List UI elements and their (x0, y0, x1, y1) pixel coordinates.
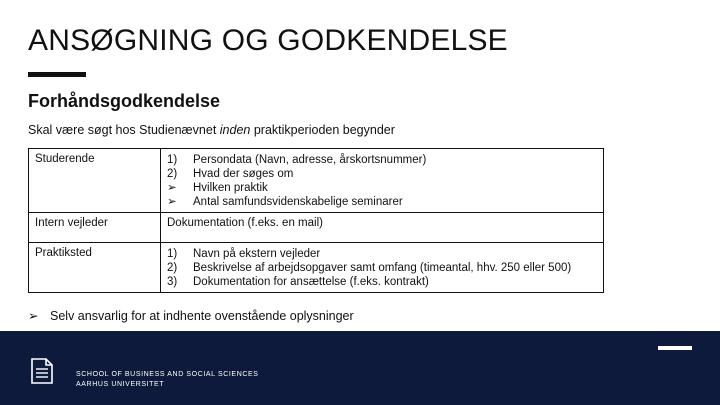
list-item-text: Hvilken praktik (193, 182, 268, 194)
row-content: Dokumentation (f.eks. en mail) (161, 213, 604, 243)
lead-text-after: praktikperioden begynder (250, 123, 395, 137)
list-marker: 2) (167, 262, 178, 274)
list-item-text: Beskrivelse af arbejdsopgaver samt omfang (timeantal, hhv. 250 eller 500) (193, 262, 572, 274)
footer-line-university: AARHUS UNIVERSITET (76, 381, 165, 388)
arrow-bullet-icon: ➢ (167, 182, 177, 194)
row-label: Praktiksted (29, 243, 161, 293)
list-item-text: Persondata (Navn, adresse, årskortsnummer) (193, 154, 427, 166)
list-item (167, 181, 597, 195)
list-marker: 1) (167, 154, 178, 166)
lead-text-emphasis: inden (219, 123, 251, 137)
row-label: Studerende (29, 149, 161, 213)
table-row-intern-vejleder (29, 213, 604, 243)
footer-accent-dash (658, 346, 692, 350)
table-row-studerende (29, 149, 604, 213)
list-item (167, 153, 597, 167)
bottom-note (28, 308, 354, 323)
lead-text-before: Skal være søgt hos Studienævnet (28, 123, 220, 137)
bottom-note-text: Selv ansvarlig for at indhente ovenstående oplysninger (50, 309, 354, 323)
row-content (161, 243, 604, 293)
arrow-bullet-icon: ➢ (167, 196, 177, 208)
list-item (167, 261, 597, 275)
footer-bar (0, 331, 720, 405)
lead-text (28, 123, 395, 137)
list-item-text: Hvad der søges om (193, 168, 294, 180)
row-label: Intern vejleder (29, 213, 161, 243)
arrow-bullet-icon: ➢ (28, 309, 39, 323)
item-list (167, 153, 597, 209)
row-content (161, 149, 604, 213)
footer-text (76, 370, 259, 390)
list-item-text: Navn på ekstern vejleder (193, 248, 321, 260)
list-item (167, 167, 597, 181)
list-marker: 3) (167, 276, 178, 288)
list-item (167, 247, 597, 261)
list-item (167, 195, 597, 209)
list-item (167, 275, 597, 289)
footer-line-school: SCHOOL OF BUSINESS AND SOCIAL SCIENCES (76, 371, 259, 378)
slide-title: ANSØGNING OG GODKENDELSE (28, 24, 508, 57)
requirements-table (28, 148, 604, 293)
slide-subtitle: Forhåndsgodkendelse (28, 91, 221, 111)
list-marker: 2) (167, 168, 178, 180)
item-list (167, 247, 597, 289)
list-marker: 1) (167, 248, 178, 260)
title-underline (28, 72, 86, 77)
table-row-praktiksted (29, 243, 604, 293)
list-item-text: Dokumentation for ansættelse (f.eks. kontrakt) (193, 276, 429, 288)
document-icon (31, 358, 53, 389)
list-item-text: Antal samfundsvidenskabelige seminarer (193, 196, 403, 208)
